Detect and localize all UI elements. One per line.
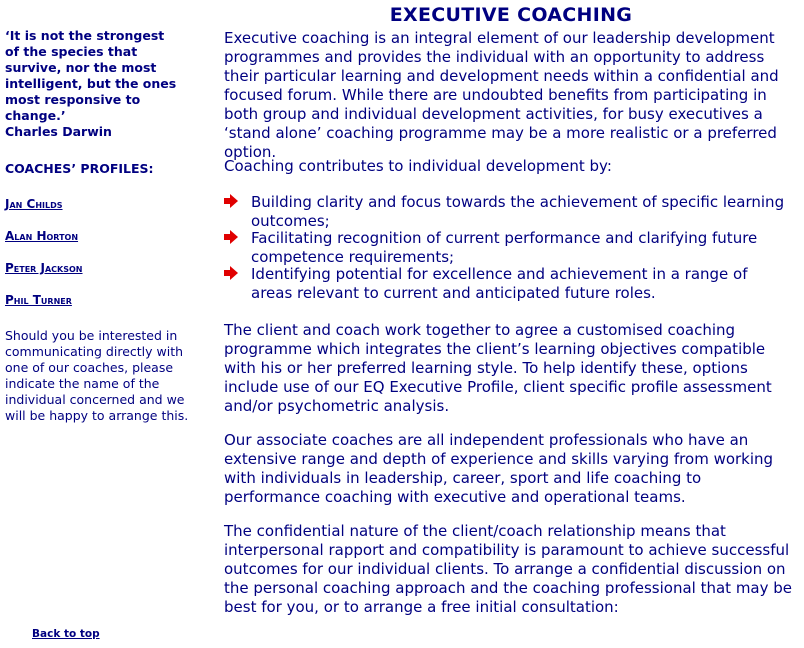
intro-paragraph: Executive coaching is an integral element of our leadership development programmes and provides the individual with an opportunity to address their particular learning and development needs within a confidential and focused forum. While there are undoubted benefits from participating in both group and individual development activities, for busy executives a ‘stand alone’ coaching programme may be a more realistic or a preferred option. <box>224 29 779 161</box>
quote-author: Charles Darwin <box>5 124 112 139</box>
red-arrow-icon <box>224 230 238 244</box>
back-to-top-link[interactable]: Back to top <box>32 628 100 640</box>
confidential-paragraph: The confidential nature of the client/coach relationship means that interpersonal rapport and compatibility is paramount to achieve successful outcomes for our individual clients. To arrange a confidential discussion on the personal coaching approach and the coaching professional that may be best for you, or to arrange a free initial consultation: <box>224 522 793 616</box>
client-coach-paragraph: The client and coach work together to agree a customised coaching programme which integrates the client’s learning objectives compatible with his or her preferred learning style. To help identify these, options include use of our EQ Executive Profile, client specific profile assessment and/or psychometric analysis. <box>224 321 772 415</box>
contributes-paragraph: Coaching contributes to individual development by: <box>224 157 612 175</box>
bullet-text: Facilitating recognition of current performance and clarifying future competence requirements; <box>251 229 758 266</box>
bullet-item <box>224 229 798 267</box>
sidebar <box>5 28 190 423</box>
coaches-profiles-heading: COACHES’ PROFILES: <box>5 161 154 176</box>
red-arrow-icon <box>224 266 238 280</box>
associates-paragraph: Our associate coaches are all independent professionals who have an extensive range and depth of experience and skills varying from working with individuals in leadership, career, sport and life coaching to performance coaching with executive and operational teams. <box>224 431 774 506</box>
page-title: EXECUTIVE COACHING <box>389 4 633 26</box>
bullet-text: Building clarity and focus towards the achievement of specific learning outcomes; <box>251 193 785 230</box>
coach-link-alan-horton[interactable]: Alan Horton <box>5 229 79 243</box>
contact-note: Should you be interested in communicating directly with one of our coaches, please indicate the name of the individual concerned and we will be happy to arrange this. <box>5 328 189 423</box>
coach-link-jan-childs[interactable]: Jan Childs <box>5 197 63 211</box>
bullet-item <box>224 265 798 303</box>
bullet-text: Identifying potential for excellence and achievement in a range of areas relevant to current and anticipated future roles. <box>251 265 748 302</box>
coach-link-phil-turner[interactable]: Phil Turner <box>5 293 72 307</box>
coach-link-peter-jackson[interactable]: Peter Jackson <box>5 261 83 275</box>
darwin-quote: ‘It is not the strongest of the species that survive, nor the most intelligent, but the ones most responsive to change.’ <box>5 28 177 123</box>
bullet-item <box>224 193 798 231</box>
red-arrow-icon <box>224 194 238 208</box>
